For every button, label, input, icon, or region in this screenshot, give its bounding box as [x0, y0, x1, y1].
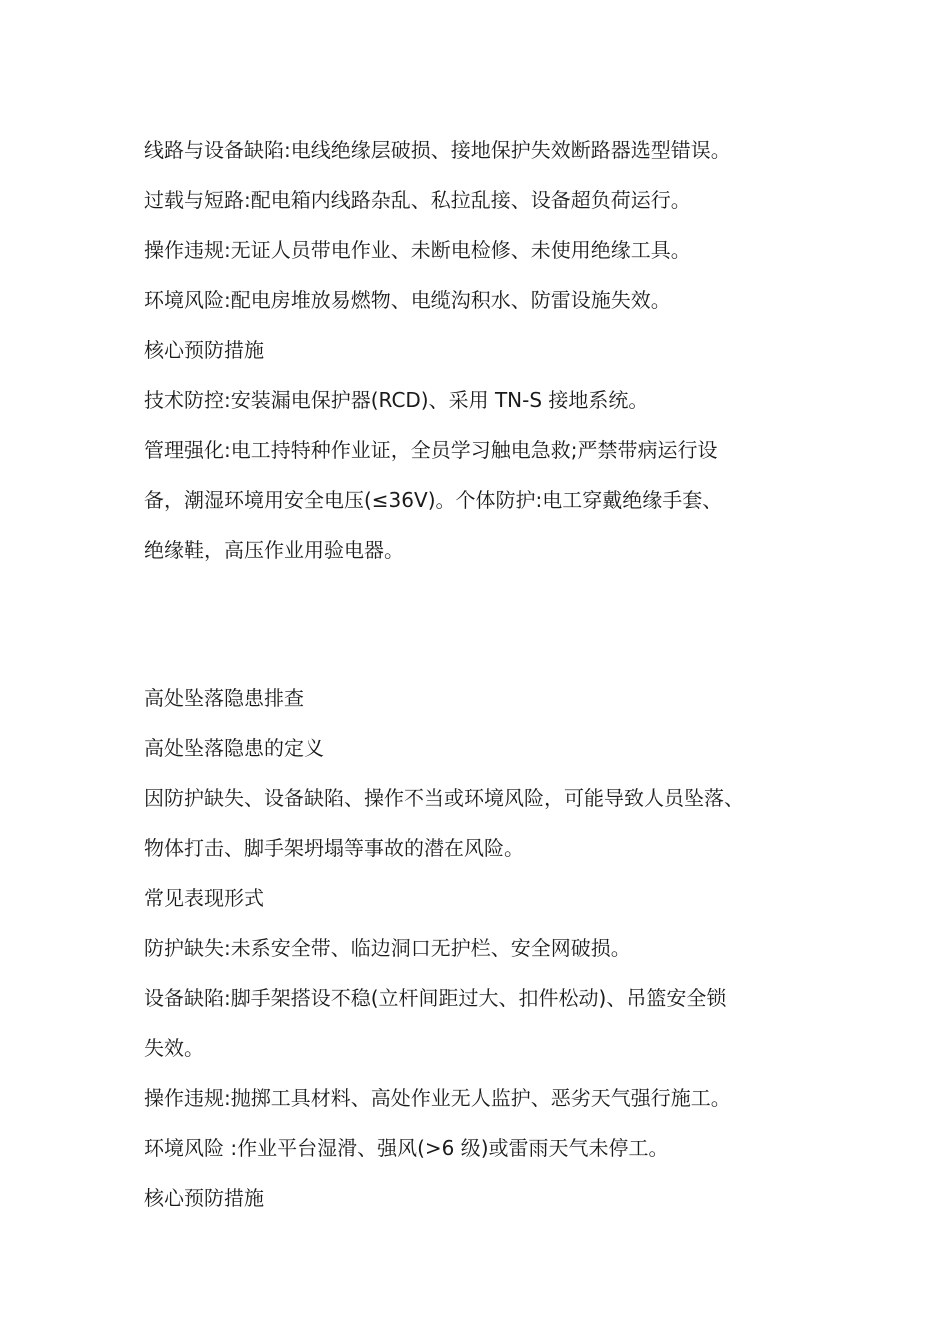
heading-fall-definition: 高处坠落隐患的定义 [144, 736, 324, 760]
definition-line-1: 因防护缺失、设备缺陷、操作不当或环境风险，可能导致人员坠落、 [144, 786, 744, 810]
paragraph-management-line-3: 绝缘鞋，高压作业用验电器。 [144, 538, 404, 562]
heading-common-forms: 常见表现形式 [144, 886, 264, 910]
paragraph-management-line-1: 管理强化:电工持特种作业证，全员学习触电急救;严禁带病运行设 [144, 438, 718, 462]
paragraph-overload: 过载与短路:配电箱内线路杂乱、私拉乱接、设备超负荷运行。 [144, 188, 691, 212]
paragraph-equipment-defect-line-2: 失效。 [144, 1036, 204, 1060]
paragraph-fall-environment-risk: 环境风险 :作业平台湿滑、强风(>6 级)或雷雨天气未停工。 [144, 1136, 669, 1160]
heading-core-prevention: 核心预防措施 [144, 338, 264, 362]
paragraph-environment-risk: 环境风险:配电房堆放易燃物、电缆沟积水、防雷设施失效。 [144, 288, 671, 312]
paragraph-fall-operation-violation: 操作违规:抛掷工具材料、高处作业无人监护、恶劣天气强行施工。 [144, 1086, 731, 1110]
paragraph-management-line-2: 备，潮湿环境用安全电压(≤36V)。个体防护:电工穿戴绝缘手套、 [144, 488, 723, 512]
paragraph-protection-missing: 防护缺失:未系安全带、临边洞口无护栏、安全网破损。 [144, 936, 631, 960]
heading-fall-core-prevention: 核心预防措施 [144, 1186, 264, 1210]
paragraph-operation-violation: 操作违规:无证人员带电作业、未断电检修、未使用绝缘工具。 [144, 238, 691, 262]
section-title-fall-hazard: 高处坠落隐患排查 [144, 686, 304, 710]
paragraph-technical-control: 技术防控:安装漏电保护器(RCD)、采用 TN-S 接地系统。 [144, 388, 649, 412]
definition-line-2: 物体打击、脚手架坍塌等事故的潜在风险。 [144, 836, 524, 860]
paragraph-equipment-defect-line-1: 设备缺陷:脚手架搭设不稳(立杆间距过大、扣件松动)、吊篮安全锁 [144, 986, 727, 1010]
paragraph-line-defects: 线路与设备缺陷:电线绝缘层破损、接地保护失效断路器选型错误。 [144, 138, 731, 162]
